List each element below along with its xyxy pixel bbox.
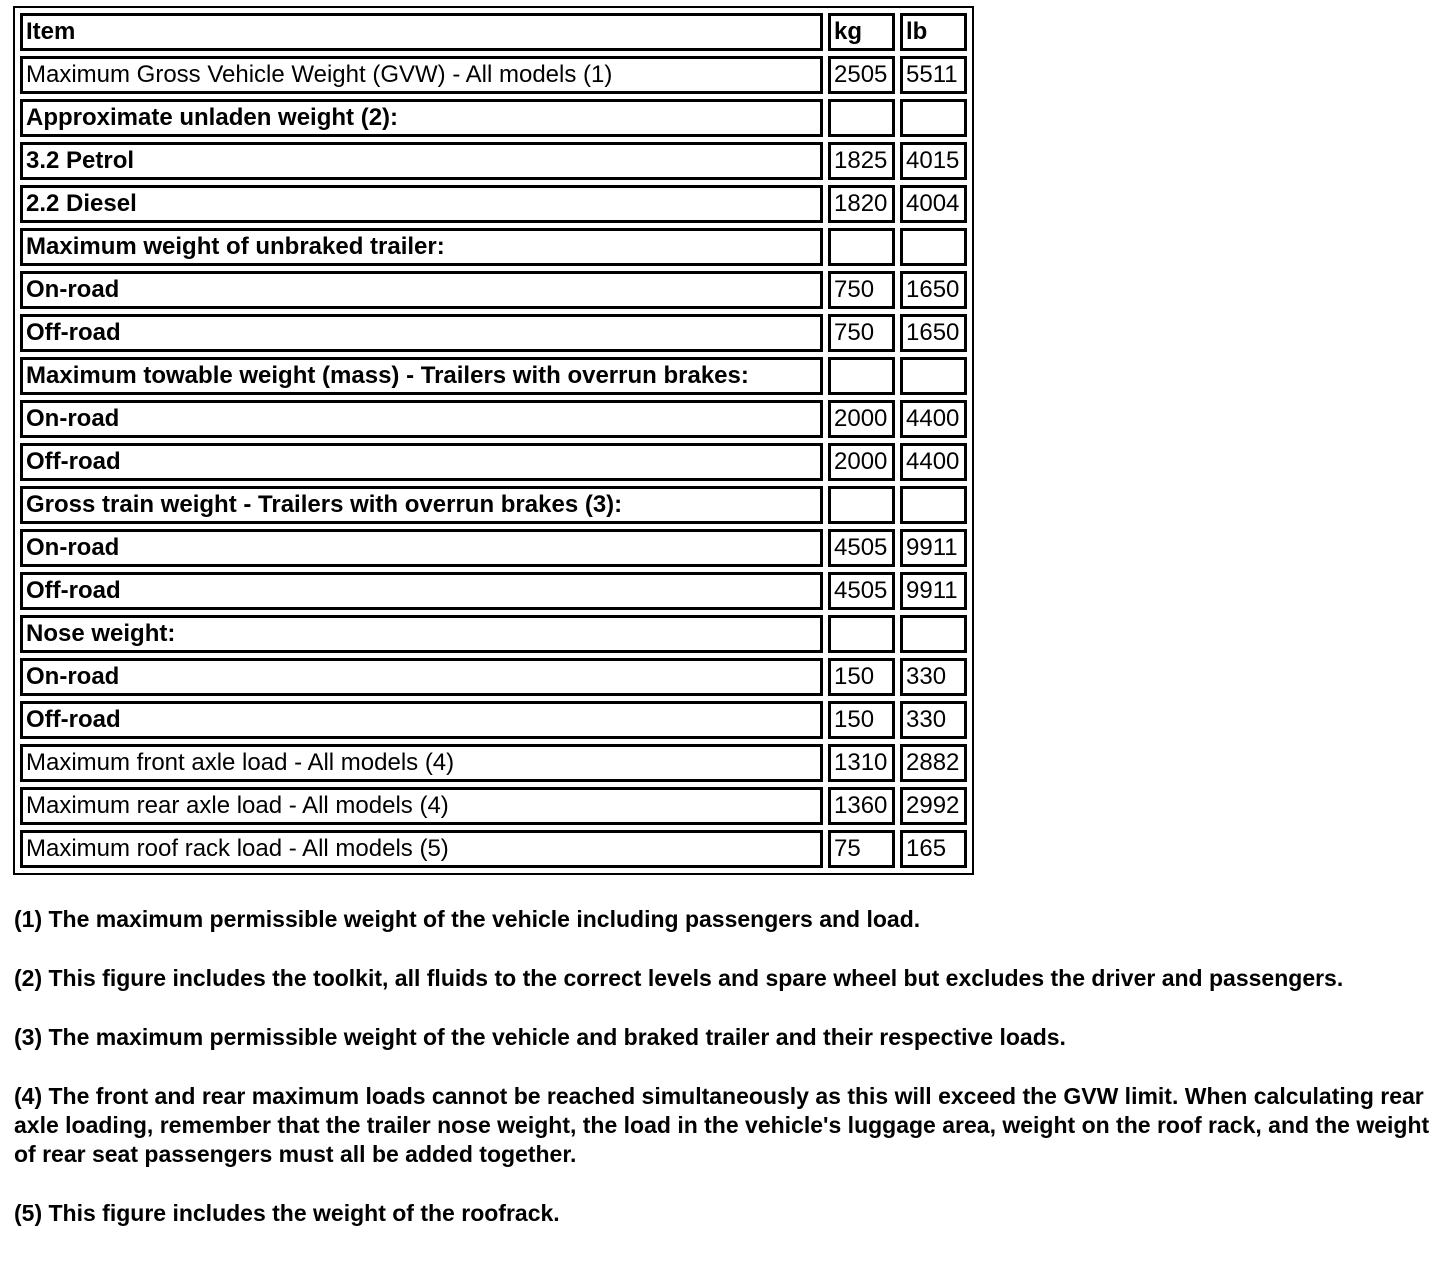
table-row — [20, 486, 967, 524]
row-kg-cell — [828, 99, 895, 137]
row-kg-cell: 750 — [828, 271, 895, 309]
table-row — [20, 529, 967, 567]
row-kg-cell: 1310 — [828, 744, 895, 782]
row-item-cell: Off-road — [20, 572, 823, 610]
table-row — [20, 228, 967, 266]
table-row — [20, 99, 967, 137]
header-item: Item — [20, 13, 823, 51]
row-item-cell: Maximum front axle load - All models (4) — [20, 744, 823, 782]
row-kg-cell: 2000 — [828, 400, 895, 438]
row-kg-cell — [828, 486, 895, 524]
table-row — [20, 830, 967, 868]
table-header-row — [20, 13, 967, 51]
row-lb-cell: 2992 — [900, 787, 967, 825]
table-row — [20, 615, 967, 653]
row-lb-cell: 9911 — [900, 572, 967, 610]
table-row — [20, 443, 967, 481]
row-item-cell: Maximum towable weight (mass) - Trailers with overrun brakes: — [20, 357, 823, 395]
table-row — [20, 658, 967, 696]
row-item-cell: Off-road — [20, 701, 823, 739]
table-row — [20, 744, 967, 782]
row-kg-cell: 150 — [828, 701, 895, 739]
row-lb-cell: 330 — [900, 701, 967, 739]
row-kg-cell: 1820 — [828, 185, 895, 223]
row-kg-cell: 150 — [828, 658, 895, 696]
table-row — [20, 357, 967, 395]
table-body — [20, 13, 967, 868]
table-row — [20, 56, 967, 94]
footnote: (4) The front and rear maximum loads cannot be reached simultaneously as this will exceed the GVW limit. When calculating rear axle loading, remember that the trailer nose weight, the load in the vehicle's luggage area, weight on the roof rack, and the weight of rear seat passengers must all be added together. — [14, 1083, 1430, 1167]
table-row — [20, 185, 967, 223]
row-kg-cell: 1360 — [828, 787, 895, 825]
row-item-cell: Maximum rear axle load - All models (4) — [20, 787, 823, 825]
row-item-cell: Off-road — [20, 443, 823, 481]
row-kg-cell — [828, 615, 895, 653]
row-lb-cell — [900, 99, 967, 137]
table-row — [20, 271, 967, 309]
row-lb-cell: 4400 — [900, 443, 967, 481]
row-item-cell: 3.2 Petrol — [20, 142, 823, 180]
row-lb-cell: 165 — [900, 830, 967, 868]
row-lb-cell: 1650 — [900, 271, 967, 309]
row-lb-cell — [900, 357, 967, 395]
table-row — [20, 142, 967, 180]
row-kg-cell: 4505 — [828, 529, 895, 567]
row-kg-cell — [828, 357, 895, 395]
table-row — [20, 400, 967, 438]
row-lb-cell — [900, 486, 967, 524]
row-kg-cell: 750 — [828, 314, 895, 352]
row-kg-cell: 4505 — [828, 572, 895, 610]
row-item-cell: On-road — [20, 271, 823, 309]
row-lb-cell: 2882 — [900, 744, 967, 782]
row-item-cell: On-road — [20, 658, 823, 696]
table-row — [20, 787, 967, 825]
footnote: (1) The maximum permissible weight of the vehicle including passengers and load. — [14, 906, 921, 932]
row-item-cell: Gross train weight - Trailers with overrun brakes (3): — [20, 486, 823, 524]
row-lb-cell: 4004 — [900, 185, 967, 223]
footnote: (3) The maximum permissible weight of the vehicle and braked trailer and their respective loads. — [14, 1024, 1066, 1050]
row-lb-cell: 5511 — [900, 56, 967, 94]
table-row — [20, 572, 967, 610]
row-kg-cell: 1825 — [828, 142, 895, 180]
row-lb-cell — [900, 228, 967, 266]
row-item-cell: Off-road — [20, 314, 823, 352]
header-kg: kg — [828, 13, 895, 51]
row-lb-cell: 4400 — [900, 400, 967, 438]
row-lb-cell: 1650 — [900, 314, 967, 352]
row-item-cell: On-road — [20, 400, 823, 438]
row-item-cell: Nose weight: — [20, 615, 823, 653]
row-lb-cell: 9911 — [900, 529, 967, 567]
row-item-cell: Approximate unladen weight (2): — [20, 99, 823, 137]
footnote: (2) This figure includes the toolkit, all fluids to the correct levels and spare wheel but excludes the driver and passengers. — [14, 965, 1344, 991]
row-kg-cell — [828, 228, 895, 266]
row-item-cell: On-road — [20, 529, 823, 567]
footnotes — [14, 905, 1439, 1258]
row-kg-cell: 2505 — [828, 56, 895, 94]
row-lb-cell: 4015 — [900, 142, 967, 180]
row-lb-cell: 330 — [900, 658, 967, 696]
row-item-cell: Maximum weight of unbraked trailer: — [20, 228, 823, 266]
row-item-cell: Maximum roof rack load - All models (5) — [20, 830, 823, 868]
row-item-cell: Maximum Gross Vehicle Weight (GVW) - All models (1) — [20, 56, 823, 94]
row-lb-cell — [900, 615, 967, 653]
row-kg-cell: 2000 — [828, 443, 895, 481]
table-row — [20, 701, 967, 739]
row-kg-cell: 75 — [828, 830, 895, 868]
header-lb: lb — [900, 13, 967, 51]
footnote: (5) This figure includes the weight of the roofrack. — [14, 1200, 560, 1226]
row-item-cell: 2.2 Diesel — [20, 185, 823, 223]
table-row — [20, 314, 967, 352]
vehicle-weights-table — [13, 6, 974, 875]
